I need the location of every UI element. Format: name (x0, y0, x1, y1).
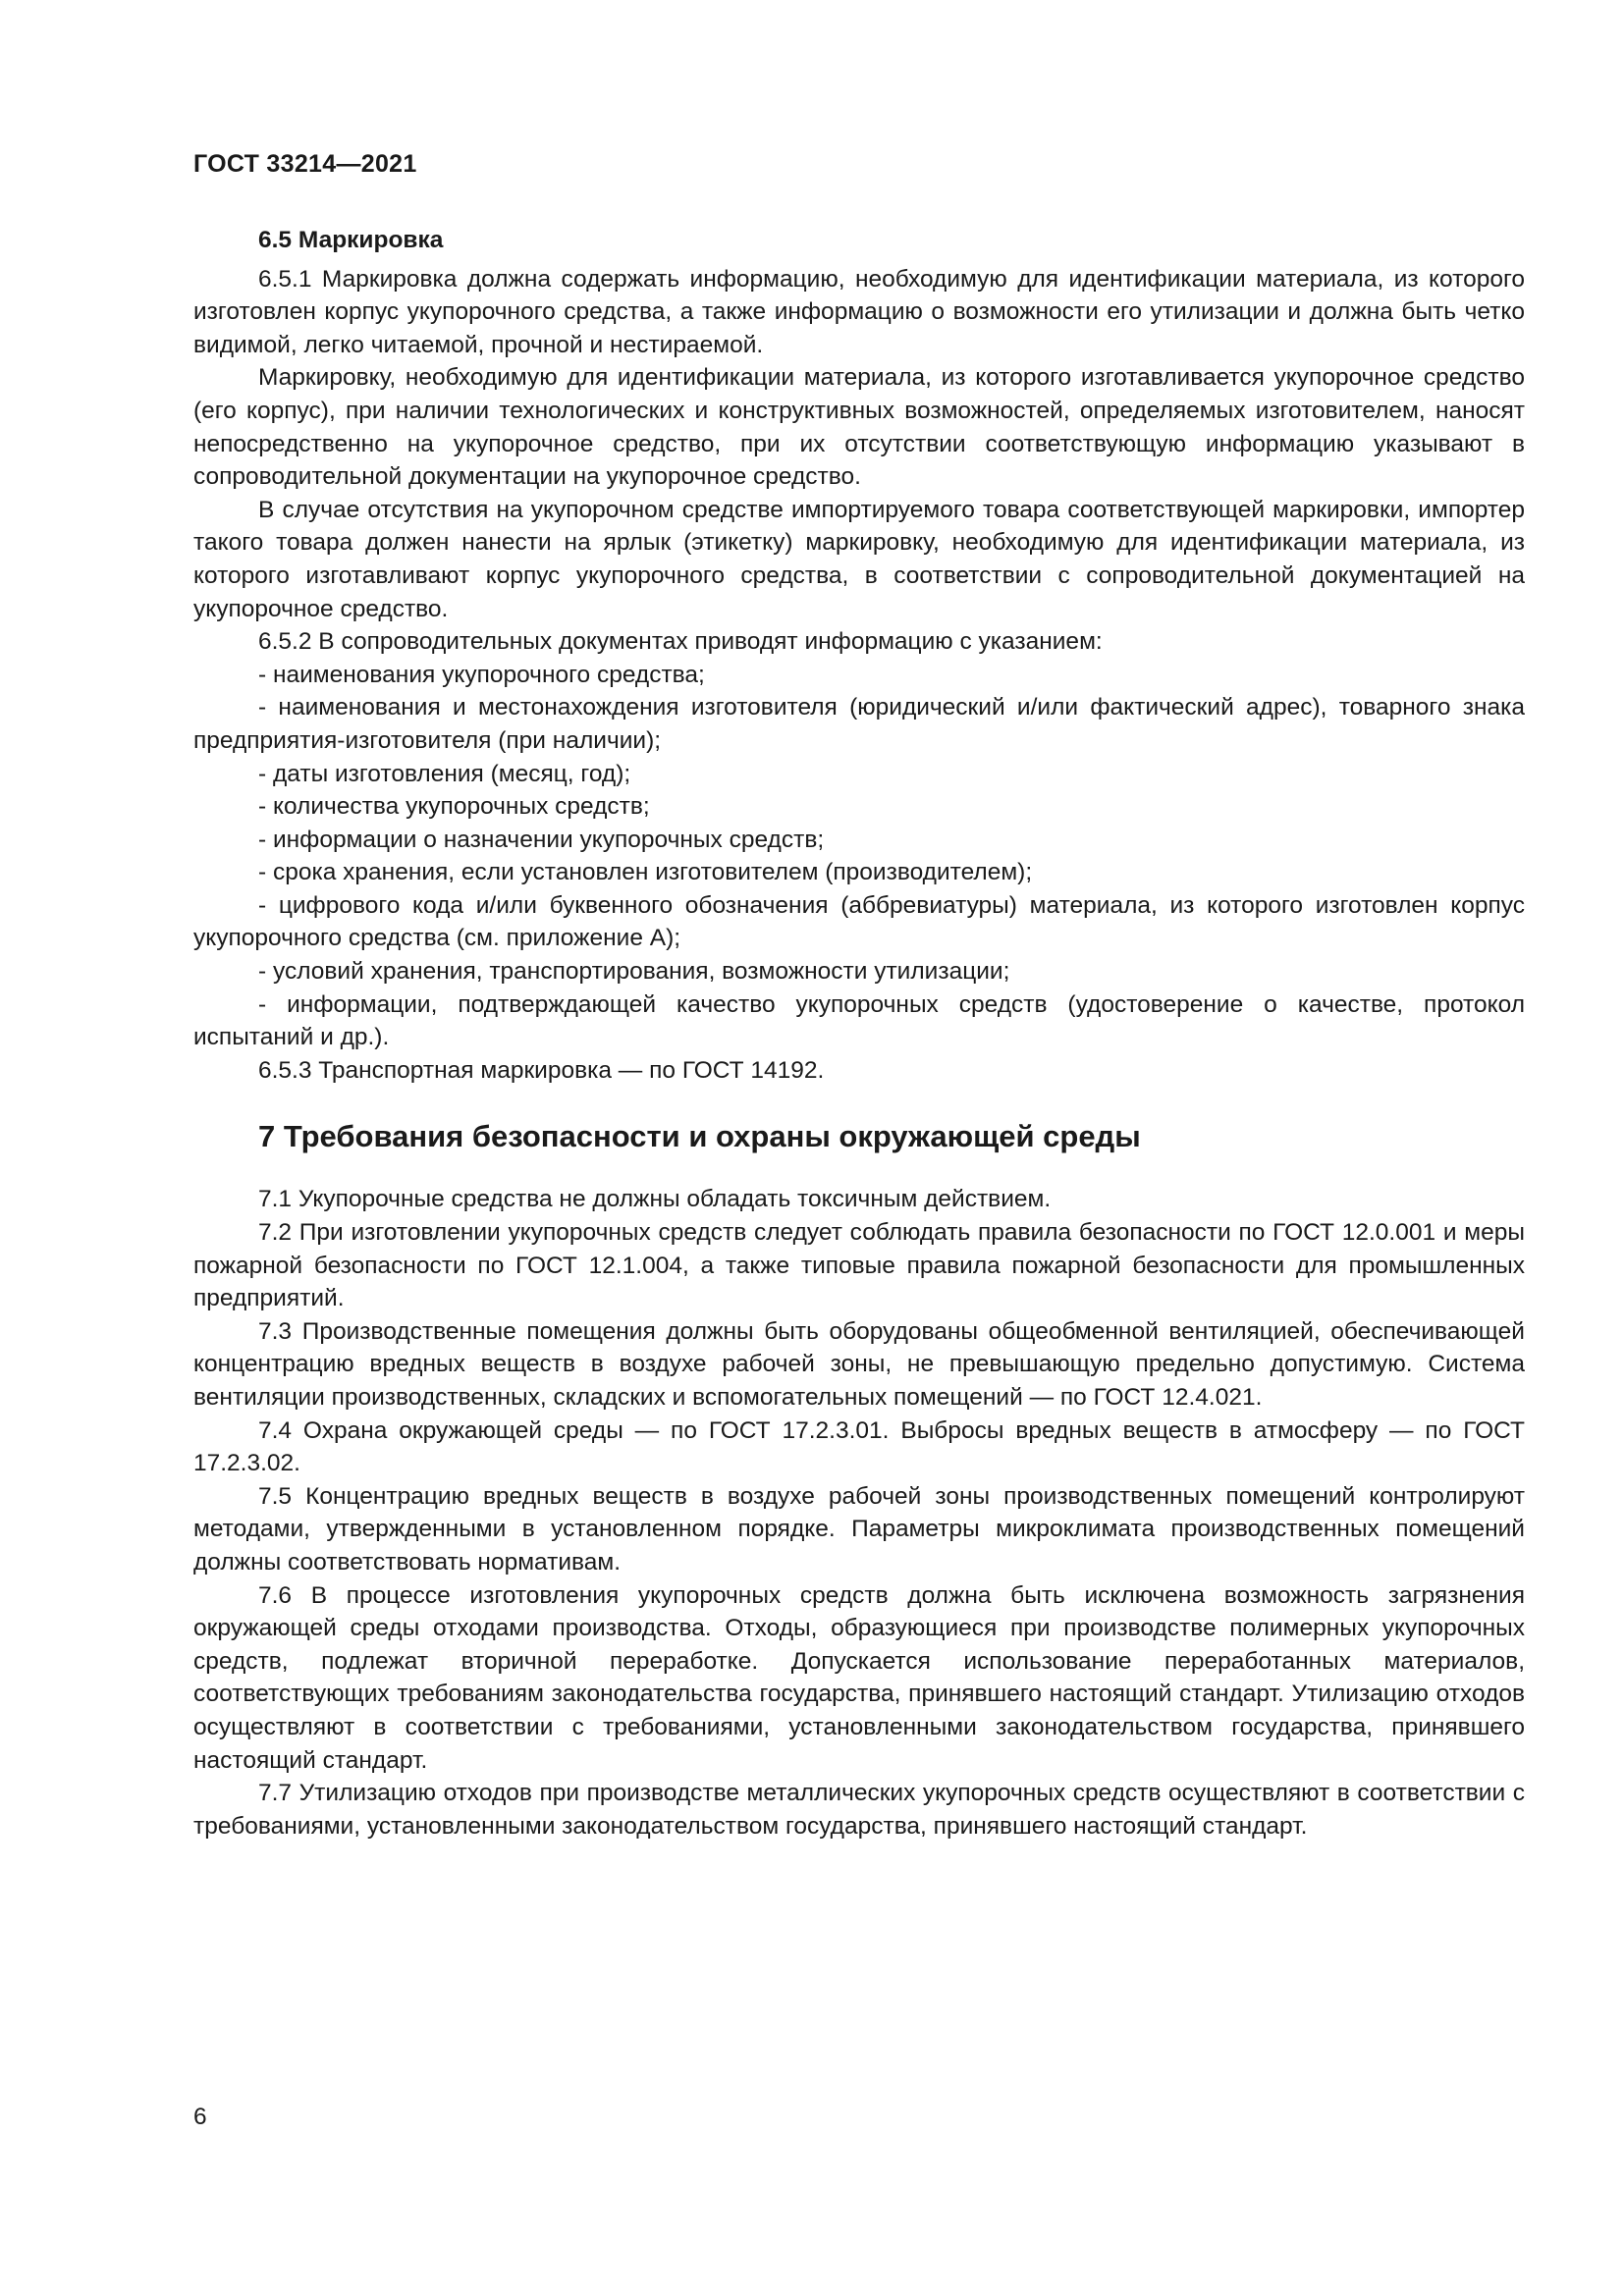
section-7-heading: 7 Требования безопасности и охраны окружающей среды (258, 1119, 1141, 1154)
paragraph: 7.6 В процессе изготовления укупорочных средств должна быть исключена возможность загрязнения окружающей среды отходами производства. Отходы, образующиеся при производстве полимерных укупорочных средств, подлежат вторичной переработке. Допускается использование переработанных материалов, соответствующих требованиям законодательства государства, принявшего настоящий стандарт. Утилизацию отходов осуществляют в соответствии с требованиями, установленными законодательством государства, принявшего настоящий стандарт. (193, 1581, 1525, 1774)
list-item: - наименования и местонахождения изготовителя (юридический и/или фактический адрес), товарного знака предприятия-изготовителя (при наличии); (193, 694, 1525, 754)
list-item: - условий хранения, транспортирования, возможности утилизации; (258, 958, 1010, 986)
list-item: - срока хранения, если установлен изготовителем (производителем); (258, 859, 1033, 886)
list-item: - наименования укупорочного средства; (258, 661, 705, 688)
list-item: - количества укупорочных средств; (258, 793, 650, 821)
paragraph: 6.5.3 Транспортная маркировка — по ГОСТ 14192. (258, 1056, 825, 1084)
list-item: - даты изготовления (месяц, год); (258, 760, 631, 787)
paragraph: 7.3 Производственные помещения должны быть оборудованы общеобменной вентиляцией, обеспечивающей концентрацию вредных веществ в воздухе рабочей зоны, не превышающую предельно допустимую. Система вентиляции производственных, складских и вспомогательных помещений — по ГОСТ 12.4.021. (193, 1317, 1525, 1411)
paragraph: 7.7 Утилизацию отходов при производстве металлических укупорочных средств осуществляют в соответствии с требованиями, установленными законодательством государства, принявшего настоящий стандарт. (193, 1780, 1525, 1840)
page-number: 6 (193, 2104, 207, 2130)
paragraph: 7.4 Охрана окружающей среды — по ГОСТ 17.2.3.01. Выбросы вредных веществ в атмосферу — по ГОСТ 17.2.3.02. (193, 1416, 1525, 1477)
page-content (193, 224, 1525, 1842)
paragraph: 6.5.1 Маркировка должна содержать информацию, необходимую для идентификации материала, из которого изготовлен корпус укупорочного средства, а также информацию о возможности его утилизации и должна быть четко видимой, легко читаемой, прочной и нестираемой. (193, 265, 1525, 358)
document-id: ГОСТ 33214—2021 (193, 150, 417, 178)
paragraph: 6.5.2 В сопроводительных документах приводят информацию с указанием: (258, 628, 1103, 656)
paragraph: 7.1 Укупорочные средства не должны обладать токсичным действием. (258, 1186, 1052, 1213)
list-item: - информации, подтверждающей качество укупорочных средств (удостоверение о качестве, протокол испытаний и др.). (193, 990, 1525, 1051)
list-item: - цифрового кода и/или буквенного обозначения (аббревиатуры) материала, из которого изготовлен корпус укупорочного средства (см. приложение А); (193, 891, 1525, 952)
paragraph: 7.2 При изготовлении укупорочных средств следует соблюдать правила безопасности по ГОСТ 12.0.001 и меры пожарной безопасности по ГОСТ 12.1.004, а также типовые правила пожарной безопасности для промышленных предприятий. (193, 1219, 1525, 1312)
section-6-5-heading: 6.5 Маркировка (258, 227, 444, 253)
paragraph: В случае отсутствия на укупорочном средстве импортируемого товара соответствующей маркировки, импортер такого товара должен нанести на ярлык (этикетку) маркировку, необходимую для идентификации материала, из которого изготавливают корпус укупорочного средства, в соответствии с сопроводительной документацией на укупорочное средство. (193, 496, 1525, 622)
paragraph: 7.5 Концентрацию вредных веществ в воздухе рабочей зоны производственных помещений контролируют методами, утвержденными в установленном порядке. Параметры микроклимата производственных помещений должны соответствовать нормативам. (193, 1482, 1525, 1575)
list-item: - информации о назначении укупорочных средств; (258, 826, 825, 853)
paragraph: Маркировку, необходимую для идентификации материала, из которого изготавливается укупорочное средство (его корпус), при наличии технологических и конструктивных возможностей, определяемых изготовителем, наносят непосредственно на укупорочное средство, при их отсутствии соответствующую информацию указывают в сопроводительной документации на укупорочное средство. (193, 364, 1525, 491)
